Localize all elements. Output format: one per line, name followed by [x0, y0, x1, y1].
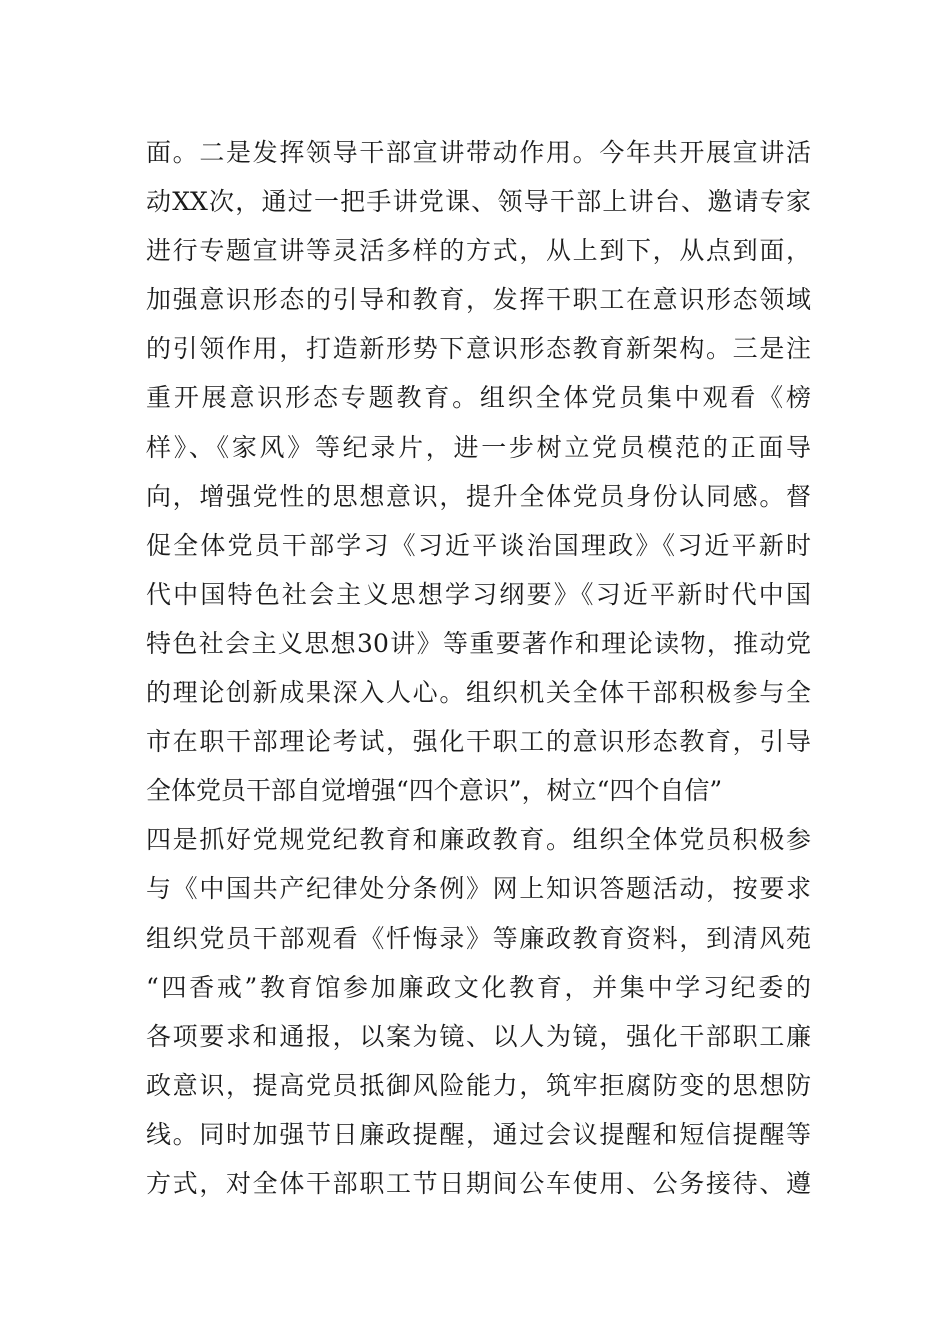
text-line: 四是抓好党规党纪教育和廉政教育。组织全体党员积极参 [146, 825, 811, 855]
text-line: 重开展意识形态专题教育。组织全体党员集中观看《榜 [146, 383, 811, 413]
text-line: 特色社会主义思想30讲》等重要著作和理论读物，推动党 [146, 628, 811, 658]
text-line: 线。同时加强节日廉政提醒，通过会议提醒和短信提醒等 [146, 1119, 811, 1149]
text-line: 代中国特色社会主义思想学习纲要》《习近平新时代中国 [146, 579, 811, 609]
body-paragraph [146, 128, 811, 1208]
text-line: 的理论创新成果深入人心。组织机关全体干部积极参与全 [146, 678, 811, 708]
text-line: 市在职干部理论考试，强化干职工的意识形态教育，引导 [146, 727, 811, 757]
text-line: 的引领作用，打造新形势下意识形态教育新架构。三是注 [146, 334, 811, 364]
text-line: 面。二是发挥领导干部宣讲带动作用。今年共开展宣讲活 [146, 138, 811, 167]
text-line: 全体党员干部自觉增强“四个意识”，树立“四个自信” [146, 776, 723, 806]
text-line: 与《中国共产纪律处分条例》网上知识答题活动，按要求 [146, 874, 811, 904]
text-line: 样》、《家风》等纪录片，进一步树立党员模范的正面导 [146, 432, 811, 462]
text-line: 组织党员干部观看《忏悔录》等廉政教育资料，到清风苑 [146, 923, 811, 953]
text-line: 各项要求和通报，以案为镜、以人为镜，强化干部职工廉 [146, 1021, 811, 1051]
text-line: 动XX次，通过一把手讲党课、领导干部上讲台、邀请专家 [146, 187, 811, 217]
text-line: 加强意识形态的引导和教育，发挥干职工在意识形态领域 [146, 285, 811, 315]
text-line: 促全体党员干部学习《习近平谈治国理政》《习近平新时 [146, 530, 811, 560]
text-line: 进行专题宣讲等灵活多样的方式，从上到下，从点到面， [146, 236, 811, 266]
text-line: 方式，对全体干部职工节日期间公车使用、公务接待、遵 [146, 1168, 811, 1198]
text-line: “四香戒”教育馆参加廉政文化教育，并集中学习纪委的 [146, 972, 811, 1002]
text-line: 向，增强党性的思想意识，提升全体党员身份认同感。督 [146, 481, 811, 511]
text-line: 政意识，提高党员抵御风险能力，筑牢拒腐防变的思想防 [146, 1070, 811, 1100]
